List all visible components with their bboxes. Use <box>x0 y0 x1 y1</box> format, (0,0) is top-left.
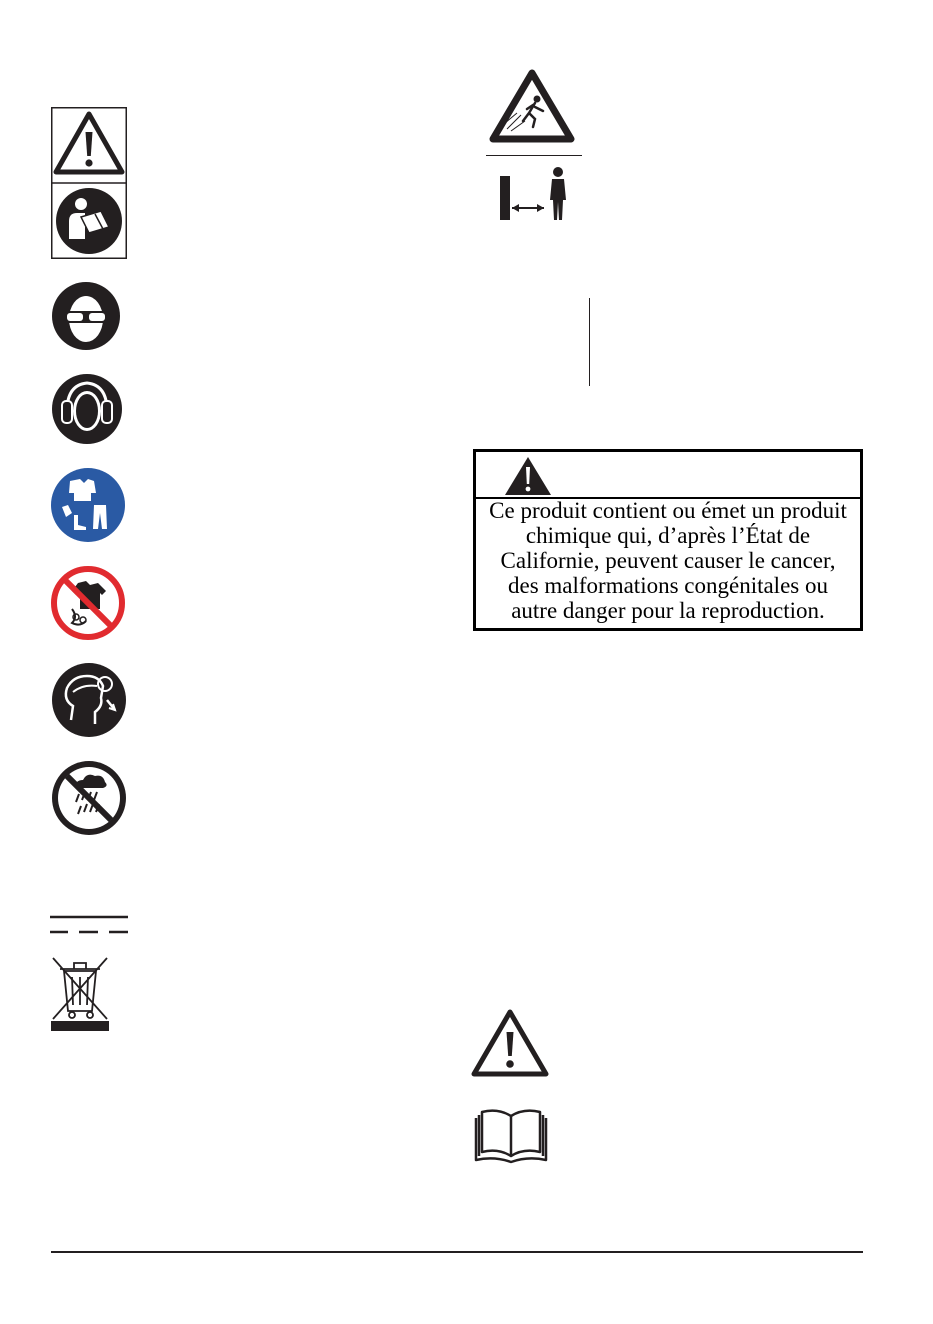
no-rain-icon <box>51 760 127 836</box>
protective-clothing-icon <box>50 467 126 543</box>
weee-bin-icon <box>50 955 110 1033</box>
divider-line <box>486 155 582 156</box>
prop65-line: Ce produit contient ou émet un produit <box>489 498 847 523</box>
no-loose-clothing-icon <box>50 565 126 641</box>
tie-hair-icon <box>51 662 127 738</box>
prop65-warning-box <box>473 449 863 631</box>
prop65-line: chimique qui, d’après l’État de <box>525 523 811 548</box>
footer-rule <box>51 1251 863 1253</box>
prop65-line: autre danger pour la reproduction. <box>511 598 825 623</box>
open-book-icon <box>472 1106 550 1164</box>
prop65-line: Californie, peuvent causer le cancer, <box>500 548 836 573</box>
warning-triangle-icon <box>504 456 552 496</box>
direct-current-icon <box>50 914 128 936</box>
read-manual-icon <box>55 187 123 255</box>
safety-distance-icon <box>500 166 572 222</box>
prop65-warning-header <box>476 452 860 499</box>
thrown-objects-icon <box>489 69 575 143</box>
eye-protection-icon <box>51 281 121 351</box>
warning-triangle-icon <box>471 1008 549 1078</box>
warning-triangle-icon <box>53 110 125 176</box>
vertical-rule <box>589 298 590 386</box>
ear-protection-icon <box>51 373 123 445</box>
prop65-warning-text <box>476 498 860 623</box>
prop65-line: des malformations congénitales ou <box>507 573 828 598</box>
